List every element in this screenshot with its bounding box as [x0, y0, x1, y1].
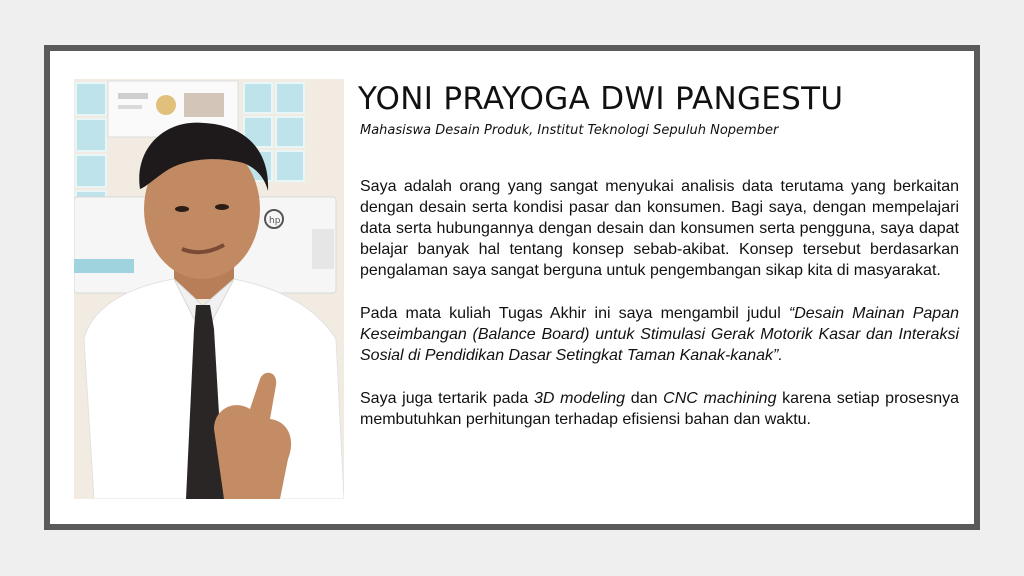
bio-text [360, 176, 959, 452]
profile-card [44, 45, 980, 530]
interest-cnc-machining: CNC machining [663, 390, 777, 407]
bio-paragraph-3-suffix: karena setiap prosesnya membutuhkan perhitungan terhadap efisiensi bahan dan waktu. [360, 390, 959, 428]
profile-subtitle: Mahasiswa Desain Produk, Institut Teknologi Sepuluh Nopember [360, 123, 779, 138]
bio-paragraph-3 [360, 388, 959, 430]
bio-paragraph-2-prefix: Pada mata kuliah Tugas Akhir ini saya mengambil judul [360, 305, 789, 322]
bio-paragraph-2 [360, 303, 959, 366]
profile-photo [74, 79, 344, 499]
interest-3d-modeling: 3D modeling [534, 390, 626, 407]
monitor-brand: hp [269, 216, 281, 226]
bio-paragraph-1: Saya adalah orang yang sangat menyukai analisis data terutama yang berkaitan dengan desain serta kondisi pasar dan konsumen. Bagi saya, dengan mempelajari data serta hubungannya dengan desain dan konsumen serta pengguna, saya dapat belajar banyak hal tentang konsep sebab-akibat. Konsep tersebut berdasarkan pengalaman saya sangat berguna untuk pengembangan sikap kita di masyarakat. [360, 178, 959, 279]
thesis-title: “Desain Mainan Papan Keseimbangan (Balance Board) untuk Stimulasi Gerak Motorik Kasar dan Interaksi Sosial di Pendidikan Dasar Setingkat Taman Kanak-kanak”. [360, 305, 959, 364]
bio-paragraph-3-mid: dan [625, 390, 664, 407]
profile-name: YONI PRAYOGA DWI PANGESTU [358, 81, 844, 117]
bio-paragraph-3-prefix: Saya juga tertarik pada [360, 390, 534, 407]
